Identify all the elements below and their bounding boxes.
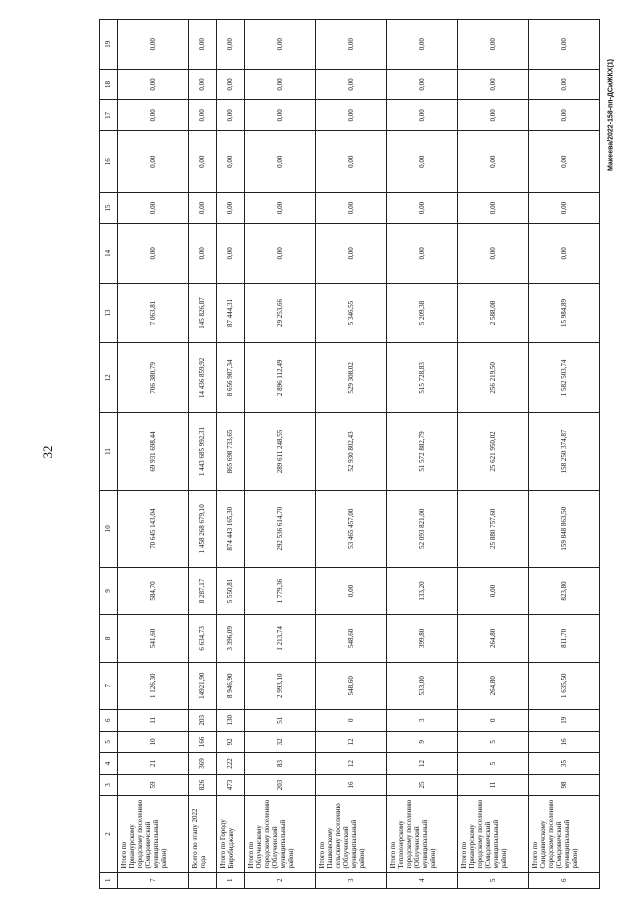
table-cell: 133,20 bbox=[387, 567, 458, 614]
table-cell: 203 bbox=[245, 774, 316, 796]
table-cell: 473 bbox=[217, 774, 245, 796]
table-cell: 0,00 bbox=[316, 20, 387, 70]
table-cell: 0,00 bbox=[245, 223, 316, 283]
column-number: 4 bbox=[100, 753, 118, 775]
table-cell: 0,00 bbox=[529, 69, 600, 100]
table-cell: 0,00 bbox=[387, 131, 458, 193]
table-row bbox=[189, 20, 217, 889]
table-cell: 0,00 bbox=[316, 69, 387, 100]
column-number: 18 bbox=[100, 69, 118, 100]
table-cell: 0,00 bbox=[189, 193, 217, 224]
row-label: Итого по Смидовичскому городскому поселению (Смидовичский муниципальный район) bbox=[529, 796, 600, 872]
column-number: 6 bbox=[100, 709, 118, 731]
table-cell: 0,00 bbox=[387, 193, 458, 224]
table-cell: 25 bbox=[387, 774, 458, 796]
row-label: Итого по Пашковскому сельскому поселению (Облученский муниципальный район) bbox=[316, 796, 387, 872]
table-cell: 0,00 bbox=[316, 193, 387, 224]
table-cell: 0,00 bbox=[217, 131, 245, 193]
table-cell: 0 bbox=[316, 709, 387, 731]
table-cell: 2 896 112,49 bbox=[245, 343, 316, 413]
table-cell: 159 848 863,50 bbox=[529, 490, 600, 567]
page-number: 32 bbox=[40, 445, 55, 459]
table-cell: 19 bbox=[529, 709, 600, 731]
table-cell: 70 645 143,04 bbox=[118, 490, 189, 567]
table-cell: 1 635,50 bbox=[529, 662, 600, 709]
table-cell: 5 bbox=[458, 731, 529, 753]
row-label: Всего по этапу 2022 года bbox=[189, 796, 217, 872]
table-row bbox=[118, 20, 189, 889]
table-cell: 12 bbox=[316, 731, 387, 753]
table-cell: 533,00 bbox=[387, 662, 458, 709]
table-cell: 2 993,10 bbox=[245, 662, 316, 709]
table-row bbox=[458, 20, 529, 889]
column-number: 15 bbox=[100, 193, 118, 224]
table-cell: 6 bbox=[529, 872, 600, 888]
column-number: 10 bbox=[100, 490, 118, 567]
table-cell: 1 458 268 679,10 bbox=[189, 490, 217, 567]
table-cell: 25 880 757,60 bbox=[458, 490, 529, 567]
table-cell: 0,00 bbox=[245, 69, 316, 100]
table-cell: 0,00 bbox=[529, 100, 600, 131]
table-cell: 52 093 821,00 bbox=[387, 490, 458, 567]
table-cell: 29 253,66 bbox=[245, 283, 316, 343]
table-cell: 0,00 bbox=[458, 223, 529, 283]
table-cell: 8 656 987,34 bbox=[217, 343, 245, 413]
table-cell: 1 bbox=[217, 872, 245, 888]
table-cell: 7 bbox=[118, 872, 189, 888]
table-cell: 14921,90 bbox=[189, 662, 217, 709]
column-number: 7 bbox=[100, 662, 118, 709]
table-cell: 0,00 bbox=[316, 131, 387, 193]
table-cell: 4 bbox=[387, 872, 458, 888]
table-cell: 0,00 bbox=[118, 100, 189, 131]
table-cell: 0,00 bbox=[387, 20, 458, 70]
table-cell: 32 bbox=[245, 731, 316, 753]
table-cell: 515 728,83 bbox=[387, 343, 458, 413]
table-cell: 145 826,87 bbox=[189, 283, 217, 343]
table-cell: 12 bbox=[387, 753, 458, 775]
table-cell: 256 219,50 bbox=[458, 343, 529, 413]
table-cell: 16 bbox=[316, 774, 387, 796]
table-cell: 9 bbox=[387, 731, 458, 753]
table-cell: 0,00 bbox=[217, 100, 245, 131]
table-cell: 69 931 698,44 bbox=[118, 413, 189, 490]
table-cell: 0 bbox=[458, 709, 529, 731]
table-cell: 21 bbox=[118, 753, 189, 775]
table-cell: 0,00 bbox=[529, 131, 600, 193]
table-cell: 51 bbox=[245, 709, 316, 731]
table-cell: 0,00 bbox=[189, 20, 217, 70]
table-cell: 0,00 bbox=[387, 223, 458, 283]
table-cell: 0,00 bbox=[118, 193, 189, 224]
table-cell: 98 bbox=[529, 774, 600, 796]
table-cell: 25 621 950,02 bbox=[458, 413, 529, 490]
table-cell: 5 bbox=[458, 753, 529, 775]
table-cell: 0,00 bbox=[245, 193, 316, 224]
column-number: 17 bbox=[100, 100, 118, 131]
header-row bbox=[100, 20, 118, 889]
table-cell: 130 bbox=[217, 709, 245, 731]
table-cell: 548,60 bbox=[316, 662, 387, 709]
table-cell: 0,00 bbox=[245, 131, 316, 193]
table-row bbox=[387, 20, 458, 889]
column-number: 12 bbox=[100, 343, 118, 413]
table-cell: 5 550,81 bbox=[217, 567, 245, 614]
row-label: Итого по Теплоозерскому городскому поселению (Облученский муниципальный район) bbox=[387, 796, 458, 872]
table-cell: 826 bbox=[189, 774, 217, 796]
table-cell: 0,00 bbox=[458, 100, 529, 131]
table-cell: 14 436 859,92 bbox=[189, 343, 217, 413]
table-cell: 52 930 802,43 bbox=[316, 413, 387, 490]
table-cell: 12 bbox=[316, 753, 387, 775]
table-cell: 5 346,55 bbox=[316, 283, 387, 343]
column-number: 8 bbox=[100, 615, 118, 662]
table-cell: 1 443 685 992,31 bbox=[189, 413, 217, 490]
table-cell: 289 611 248,55 bbox=[245, 413, 316, 490]
column-number: 13 bbox=[100, 283, 118, 343]
column-number: 16 bbox=[100, 131, 118, 193]
table-cell: 35 bbox=[529, 753, 600, 775]
table-area bbox=[99, 19, 580, 889]
table-cell: 5 209,38 bbox=[387, 283, 458, 343]
table-cell: 7 063,81 bbox=[118, 283, 189, 343]
table-cell: 0,00 bbox=[189, 131, 217, 193]
table-cell: 369 bbox=[189, 753, 217, 775]
table-cell: 3 bbox=[316, 872, 387, 888]
table-cell: 92 bbox=[217, 731, 245, 753]
table-cell: 264,80 bbox=[458, 615, 529, 662]
row-label: Итого по Приамурскому городскому поселению (Смидовичский муниципальный район) bbox=[118, 796, 189, 872]
table-cell: 0,00 bbox=[245, 100, 316, 131]
table-cell: 8 287,17 bbox=[189, 567, 217, 614]
table-cell: 399,80 bbox=[387, 615, 458, 662]
table-cell: 1 213,74 bbox=[245, 615, 316, 662]
column-number: 9 bbox=[100, 567, 118, 614]
table-cell: 0,00 bbox=[189, 223, 217, 283]
table-cell: 5 bbox=[458, 872, 529, 888]
table-cell: 11 bbox=[118, 709, 189, 731]
table-cell: 10 bbox=[118, 731, 189, 753]
table-cell: 0,00 bbox=[458, 567, 529, 614]
table-cell: 0,00 bbox=[458, 193, 529, 224]
column-number: 2 bbox=[100, 796, 118, 872]
table-cell: 3 396,09 bbox=[217, 615, 245, 662]
row-label: Итого по Городу Биробиджану bbox=[217, 796, 245, 872]
table-cell: 823,80 bbox=[529, 567, 600, 614]
table-cell: 0,00 bbox=[217, 20, 245, 70]
table-cell: 0,00 bbox=[118, 20, 189, 70]
table-cell: 16 bbox=[529, 731, 600, 753]
table-cell: 541,60 bbox=[118, 615, 189, 662]
column-number: 11 bbox=[100, 413, 118, 490]
table-row bbox=[245, 20, 316, 889]
table-cell: 51 572 882,79 bbox=[387, 413, 458, 490]
table-cell: 222 bbox=[217, 753, 245, 775]
table-cell: 158 250 374,87 bbox=[529, 413, 600, 490]
table-cell: 292 536 614,70 bbox=[245, 490, 316, 567]
table-cell: 1 126,30 bbox=[118, 662, 189, 709]
table-cell: 584,70 bbox=[118, 567, 189, 614]
table-cell: 0,00 bbox=[387, 69, 458, 100]
table-cell: 0,00 bbox=[458, 131, 529, 193]
table-cell: 706 380,79 bbox=[118, 343, 189, 413]
table-cell: 0,00 bbox=[316, 567, 387, 614]
table-cell: 0,00 bbox=[189, 69, 217, 100]
table-cell: 0,00 bbox=[118, 69, 189, 100]
table-cell: 0,00 bbox=[529, 193, 600, 224]
table-cell: 0,00 bbox=[245, 20, 316, 70]
table-cell: 83 bbox=[245, 753, 316, 775]
table-cell: 0,00 bbox=[387, 100, 458, 131]
table-cell: 3 bbox=[387, 709, 458, 731]
table-cell: 0,00 bbox=[217, 223, 245, 283]
table-cell: 8 946,90 bbox=[217, 662, 245, 709]
table-cell: 264,80 bbox=[458, 662, 529, 709]
table-cell: 0,00 bbox=[118, 223, 189, 283]
table-cell: 874 443 165,30 bbox=[217, 490, 245, 567]
table-row bbox=[529, 20, 600, 889]
table-cell: 0,00 bbox=[458, 20, 529, 70]
column-number: 1 bbox=[100, 872, 118, 888]
table-cell: 1 582 503,74 bbox=[529, 343, 600, 413]
row-label: Итого по Облученскому городскому поселению (Облученский муниципальный район) bbox=[245, 796, 316, 872]
table-cell: 1 779,36 bbox=[245, 567, 316, 614]
table-cell: 0,00 bbox=[458, 69, 529, 100]
table-cell: 0,00 bbox=[316, 100, 387, 131]
table-cell: 11 bbox=[458, 774, 529, 796]
footer-note: Макеева/2022-158-пп-ДСиЖКХ(1) bbox=[607, 58, 615, 172]
table-cell: 166 bbox=[189, 731, 217, 753]
table-cell: 0,00 bbox=[217, 69, 245, 100]
column-number: 3 bbox=[100, 774, 118, 796]
table-cell: 203 bbox=[189, 709, 217, 731]
table-cell: 865 698 733,65 bbox=[217, 413, 245, 490]
table-cell: 6 634,73 bbox=[189, 615, 217, 662]
column-number: 5 bbox=[100, 731, 118, 753]
table-cell: 53 465 457,00 bbox=[316, 490, 387, 567]
table-cell: 811,70 bbox=[529, 615, 600, 662]
table-cell: 0,00 bbox=[217, 193, 245, 224]
column-number: 19 bbox=[100, 20, 118, 70]
column-number: 14 bbox=[100, 223, 118, 283]
table-cell bbox=[189, 872, 217, 888]
table-cell: 0,00 bbox=[529, 20, 600, 70]
table-cell: 87 444,31 bbox=[217, 283, 245, 343]
table-row bbox=[316, 20, 387, 889]
table-cell: 2 588,08 bbox=[458, 283, 529, 343]
table-cell: 2 bbox=[245, 872, 316, 888]
table-cell: 0,00 bbox=[316, 223, 387, 283]
table-cell: 59 bbox=[118, 774, 189, 796]
table-cell: 0,00 bbox=[189, 100, 217, 131]
table-cell: 529 308,02 bbox=[316, 343, 387, 413]
table-cell: 0,00 bbox=[118, 131, 189, 193]
table-cell: 548,60 bbox=[316, 615, 387, 662]
table-row bbox=[217, 20, 245, 889]
table-cell: 0,00 bbox=[529, 223, 600, 283]
data-table bbox=[99, 19, 600, 889]
table-cell: 15 984,89 bbox=[529, 283, 600, 343]
row-label: Итого по Приамурскому городскому поселению (Смидовичский муниципальный район) bbox=[458, 796, 529, 872]
